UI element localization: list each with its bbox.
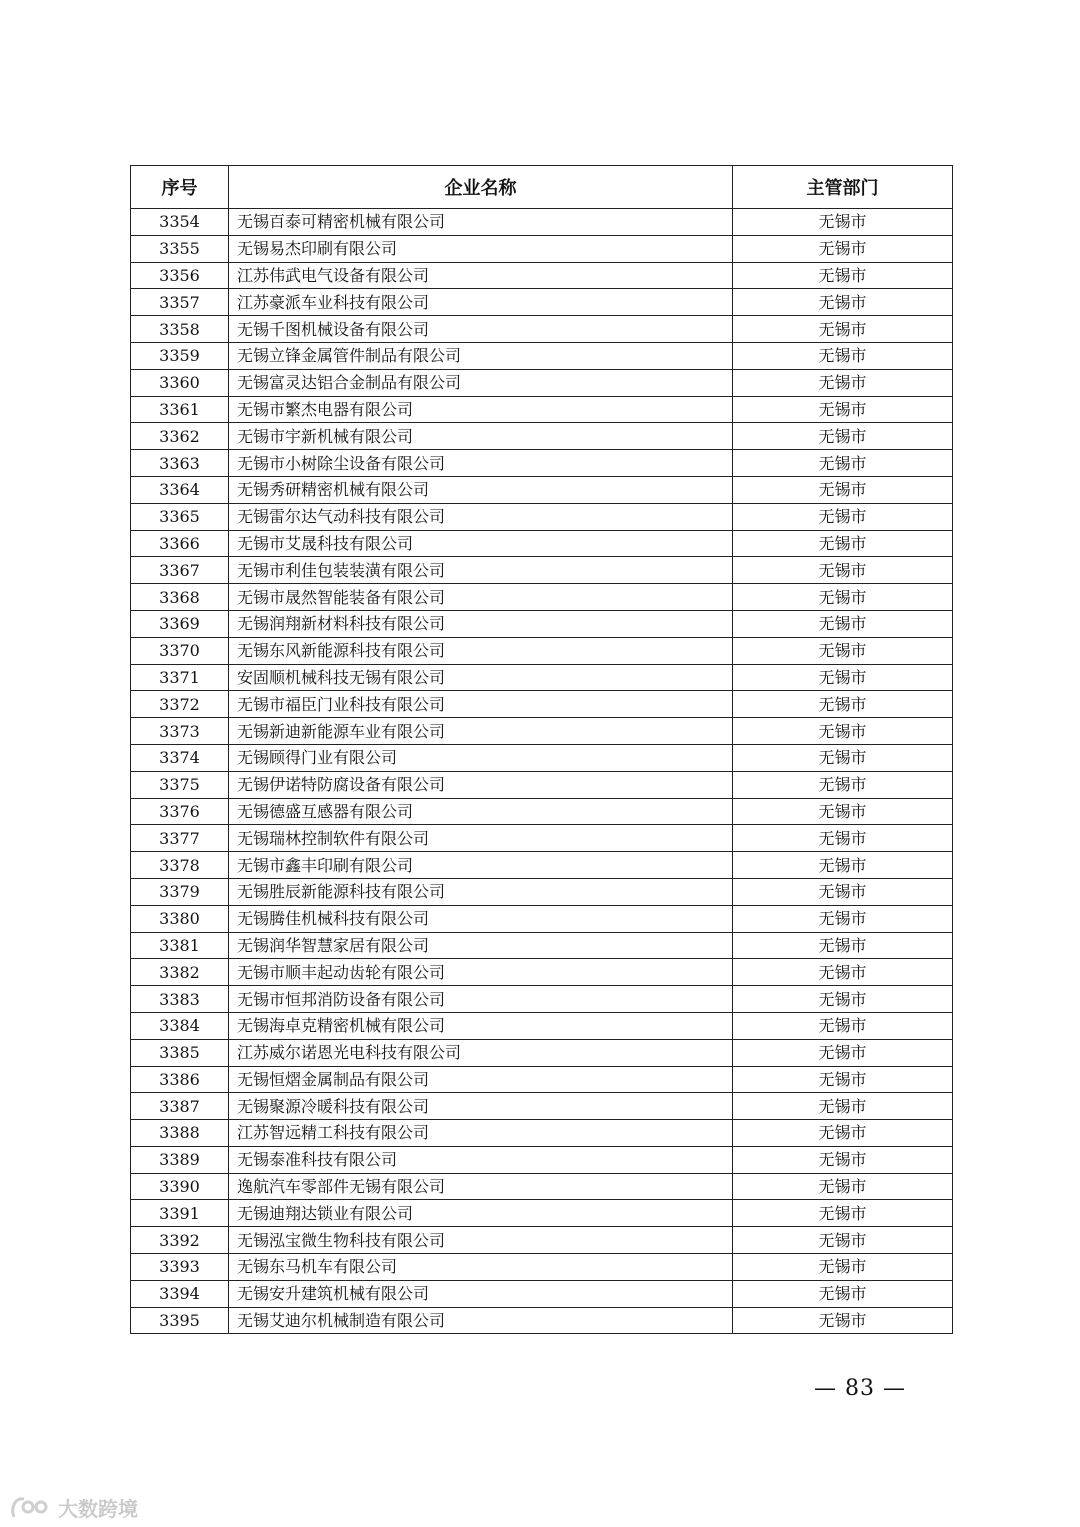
table-row <box>131 342 953 369</box>
cell-serial-number: 3374 <box>131 744 229 771</box>
cell-serial-number: 3394 <box>131 1280 229 1307</box>
cell-serial-number: 3388 <box>131 1120 229 1147</box>
table-row <box>131 503 953 530</box>
cell-department: 无锡市 <box>733 1012 953 1039</box>
cell-department: 无锡市 <box>733 852 953 879</box>
cell-serial-number: 3391 <box>131 1200 229 1227</box>
table-row <box>131 1173 953 1200</box>
cell-serial-number: 3381 <box>131 932 229 959</box>
cell-enterprise-name: 无锡润翔新材料科技有限公司 <box>229 610 733 637</box>
cell-serial-number: 3372 <box>131 691 229 718</box>
table-row <box>131 584 953 611</box>
cell-serial-number: 3386 <box>131 1066 229 1093</box>
cell-department: 无锡市 <box>733 744 953 771</box>
cell-serial-number: 3368 <box>131 584 229 611</box>
table-row <box>131 1307 953 1334</box>
cell-enterprise-name: 江苏伟武电气设备有限公司 <box>229 262 733 289</box>
cell-department: 无锡市 <box>733 1146 953 1173</box>
cell-serial-number: 3382 <box>131 959 229 986</box>
table-row <box>131 825 953 852</box>
cell-serial-number: 3387 <box>131 1093 229 1120</box>
cell-serial-number: 3354 <box>131 209 229 236</box>
header-serial-number: 序号 <box>131 166 229 209</box>
cell-enterprise-name: 无锡市宇新机械有限公司 <box>229 423 733 450</box>
cell-enterprise-name: 逸航汽车零部件无锡有限公司 <box>229 1173 733 1200</box>
table-row <box>131 905 953 932</box>
cell-enterprise-name: 无锡易杰印刷有限公司 <box>229 235 733 262</box>
cell-department: 无锡市 <box>733 1200 953 1227</box>
watermark <box>8 1492 138 1522</box>
cell-enterprise-name: 无锡泓宝微生物科技有限公司 <box>229 1227 733 1254</box>
cell-enterprise-name: 无锡立锋金属管件制品有限公司 <box>229 342 733 369</box>
cell-enterprise-name: 江苏威尔诺恩光电科技有限公司 <box>229 1039 733 1066</box>
cell-department: 无锡市 <box>733 878 953 905</box>
cell-department: 无锡市 <box>733 289 953 316</box>
table-row <box>131 718 953 745</box>
cell-enterprise-name: 无锡德盛互感器有限公司 <box>229 798 733 825</box>
cell-serial-number: 3367 <box>131 557 229 584</box>
cell-enterprise-name: 无锡市福臣门业科技有限公司 <box>229 691 733 718</box>
cell-department: 无锡市 <box>733 986 953 1013</box>
cell-serial-number: 3362 <box>131 423 229 450</box>
cell-department: 无锡市 <box>733 262 953 289</box>
table-row <box>131 744 953 771</box>
cell-serial-number: 3384 <box>131 1012 229 1039</box>
table-row <box>131 369 953 396</box>
cell-serial-number: 3375 <box>131 771 229 798</box>
cell-serial-number: 3385 <box>131 1039 229 1066</box>
cell-department: 无锡市 <box>733 369 953 396</box>
cell-department: 无锡市 <box>733 1173 953 1200</box>
cell-department: 无锡市 <box>733 825 953 852</box>
table-row <box>131 476 953 503</box>
watermark-text: 大数跨境 <box>58 1496 138 1521</box>
cell-department: 无锡市 <box>733 1066 953 1093</box>
cell-serial-number: 3356 <box>131 262 229 289</box>
cell-enterprise-name: 无锡富灵达铝合金制品有限公司 <box>229 369 733 396</box>
cell-serial-number: 3355 <box>131 235 229 262</box>
cell-serial-number: 3376 <box>131 798 229 825</box>
cell-enterprise-name: 无锡市晟然智能装备有限公司 <box>229 584 733 611</box>
cell-department: 无锡市 <box>733 584 953 611</box>
cell-enterprise-name: 无锡迪翔达锁业有限公司 <box>229 1200 733 1227</box>
table-row <box>131 637 953 664</box>
cell-enterprise-name: 江苏豪派车业科技有限公司 <box>229 289 733 316</box>
cell-department: 无锡市 <box>733 664 953 691</box>
cell-serial-number: 3395 <box>131 1307 229 1334</box>
cell-department: 无锡市 <box>733 1307 953 1334</box>
table-row <box>131 1254 953 1281</box>
cell-department: 无锡市 <box>733 637 953 664</box>
table-row <box>131 1093 953 1120</box>
cell-serial-number: 3392 <box>131 1227 229 1254</box>
cell-serial-number: 3383 <box>131 986 229 1013</box>
cell-department: 无锡市 <box>733 209 953 236</box>
table-row <box>131 1039 953 1066</box>
cell-enterprise-name: 无锡千图机械设备有限公司 <box>229 316 733 343</box>
cell-enterprise-name: 无锡腾佳机械科技有限公司 <box>229 905 733 932</box>
table-row <box>131 932 953 959</box>
cell-serial-number: 3390 <box>131 1173 229 1200</box>
cell-department: 无锡市 <box>733 235 953 262</box>
cell-serial-number: 3366 <box>131 530 229 557</box>
cell-serial-number: 3363 <box>131 450 229 477</box>
cell-enterprise-name: 无锡秀研精密机械有限公司 <box>229 476 733 503</box>
cell-department: 无锡市 <box>733 718 953 745</box>
cell-enterprise-name: 无锡泰准科技有限公司 <box>229 1146 733 1173</box>
table-row <box>131 798 953 825</box>
cell-department: 无锡市 <box>733 959 953 986</box>
table-row <box>131 289 953 316</box>
table-row <box>131 959 953 986</box>
cell-department: 无锡市 <box>733 1280 953 1307</box>
table-header-row <box>131 166 953 209</box>
cell-enterprise-name: 无锡润华智慧家居有限公司 <box>229 932 733 959</box>
cell-serial-number: 3378 <box>131 852 229 879</box>
table-row <box>131 1146 953 1173</box>
cell-department: 无锡市 <box>733 450 953 477</box>
cell-enterprise-name: 无锡瑞林控制软件有限公司 <box>229 825 733 852</box>
cell-department: 无锡市 <box>733 905 953 932</box>
cell-serial-number: 3360 <box>131 369 229 396</box>
cell-enterprise-name: 无锡东马机车有限公司 <box>229 1254 733 1281</box>
table-row <box>131 986 953 1013</box>
cell-enterprise-name: 无锡顾得门业有限公司 <box>229 744 733 771</box>
cell-enterprise-name: 安固顺机械科技无锡有限公司 <box>229 664 733 691</box>
cell-serial-number: 3357 <box>131 289 229 316</box>
cell-department: 无锡市 <box>733 798 953 825</box>
table-row <box>131 1227 953 1254</box>
cell-enterprise-name: 无锡市艾晟科技有限公司 <box>229 530 733 557</box>
cell-department: 无锡市 <box>733 476 953 503</box>
table-row <box>131 450 953 477</box>
watermark-logo-icon <box>8 1493 52 1521</box>
cell-department: 无锡市 <box>733 342 953 369</box>
cell-serial-number: 3365 <box>131 503 229 530</box>
cell-serial-number: 3393 <box>131 1254 229 1281</box>
cell-department: 无锡市 <box>733 1227 953 1254</box>
cell-enterprise-name: 无锡新迪新能源车业有限公司 <box>229 718 733 745</box>
cell-department: 无锡市 <box>733 423 953 450</box>
cell-department: 无锡市 <box>733 1039 953 1066</box>
cell-enterprise-name: 江苏智远精工科技有限公司 <box>229 1120 733 1147</box>
cell-department: 无锡市 <box>733 771 953 798</box>
table-row <box>131 1280 953 1307</box>
cell-serial-number: 3380 <box>131 905 229 932</box>
cell-enterprise-name: 无锡市顺丰起动齿轮有限公司 <box>229 959 733 986</box>
cell-enterprise-name: 无锡胜辰新能源科技有限公司 <box>229 878 733 905</box>
cell-serial-number: 3379 <box>131 878 229 905</box>
table-row <box>131 691 953 718</box>
cell-department: 无锡市 <box>733 503 953 530</box>
cell-department: 无锡市 <box>733 557 953 584</box>
enterprise-table <box>130 165 953 1334</box>
cell-enterprise-name: 无锡恒熠金属制品有限公司 <box>229 1066 733 1093</box>
header-enterprise-name: 企业名称 <box>229 166 733 209</box>
table-row <box>131 771 953 798</box>
cell-department: 无锡市 <box>733 1254 953 1281</box>
cell-enterprise-name: 无锡东风新能源科技有限公司 <box>229 637 733 664</box>
table-row <box>131 423 953 450</box>
table-row <box>131 209 953 236</box>
cell-serial-number: 3359 <box>131 342 229 369</box>
table-row <box>131 1200 953 1227</box>
cell-serial-number: 3370 <box>131 637 229 664</box>
table-row <box>131 1012 953 1039</box>
cell-department: 无锡市 <box>733 1093 953 1120</box>
cell-enterprise-name: 无锡市恒邦消防设备有限公司 <box>229 986 733 1013</box>
table-row <box>131 610 953 637</box>
cell-department: 无锡市 <box>733 316 953 343</box>
table-body <box>131 209 953 1334</box>
cell-department: 无锡市 <box>733 932 953 959</box>
cell-enterprise-name: 无锡市鑫丰印刷有限公司 <box>229 852 733 879</box>
cell-enterprise-name: 无锡海卓克精密机械有限公司 <box>229 1012 733 1039</box>
cell-enterprise-name: 无锡雷尔达气动科技有限公司 <box>229 503 733 530</box>
cell-enterprise-name: 无锡百泰可精密机械有限公司 <box>229 209 733 236</box>
table-row <box>131 262 953 289</box>
cell-enterprise-name: 无锡艾迪尔机械制造有限公司 <box>229 1307 733 1334</box>
table-row <box>131 557 953 584</box>
table-row <box>131 530 953 557</box>
table-row <box>131 852 953 879</box>
cell-serial-number: 3369 <box>131 610 229 637</box>
table-row <box>131 1120 953 1147</box>
table-row <box>131 316 953 343</box>
table-row <box>131 1066 953 1093</box>
cell-department: 无锡市 <box>733 396 953 423</box>
cell-serial-number: 3364 <box>131 476 229 503</box>
cell-enterprise-name: 无锡聚源冷暖科技有限公司 <box>229 1093 733 1120</box>
cell-serial-number: 3361 <box>131 396 229 423</box>
cell-serial-number: 3377 <box>131 825 229 852</box>
cell-department: 无锡市 <box>733 610 953 637</box>
cell-department: 无锡市 <box>733 691 953 718</box>
cell-department: 无锡市 <box>733 530 953 557</box>
cell-serial-number: 3358 <box>131 316 229 343</box>
table-row <box>131 664 953 691</box>
cell-serial-number: 3389 <box>131 1146 229 1173</box>
table-row <box>131 396 953 423</box>
cell-enterprise-name: 无锡市小树除尘设备有限公司 <box>229 450 733 477</box>
cell-enterprise-name: 无锡市繁杰电器有限公司 <box>229 396 733 423</box>
cell-enterprise-name: 无锡伊诺特防腐设备有限公司 <box>229 771 733 798</box>
cell-enterprise-name: 无锡市利佳包装装潢有限公司 <box>229 557 733 584</box>
cell-serial-number: 3371 <box>131 664 229 691</box>
table-row <box>131 878 953 905</box>
cell-department: 无锡市 <box>733 1120 953 1147</box>
cell-serial-number: 3373 <box>131 718 229 745</box>
page-number: — 83 — <box>814 1376 906 1401</box>
cell-enterprise-name: 无锡安升建筑机械有限公司 <box>229 1280 733 1307</box>
table-row <box>131 235 953 262</box>
header-department: 主管部门 <box>733 166 953 209</box>
